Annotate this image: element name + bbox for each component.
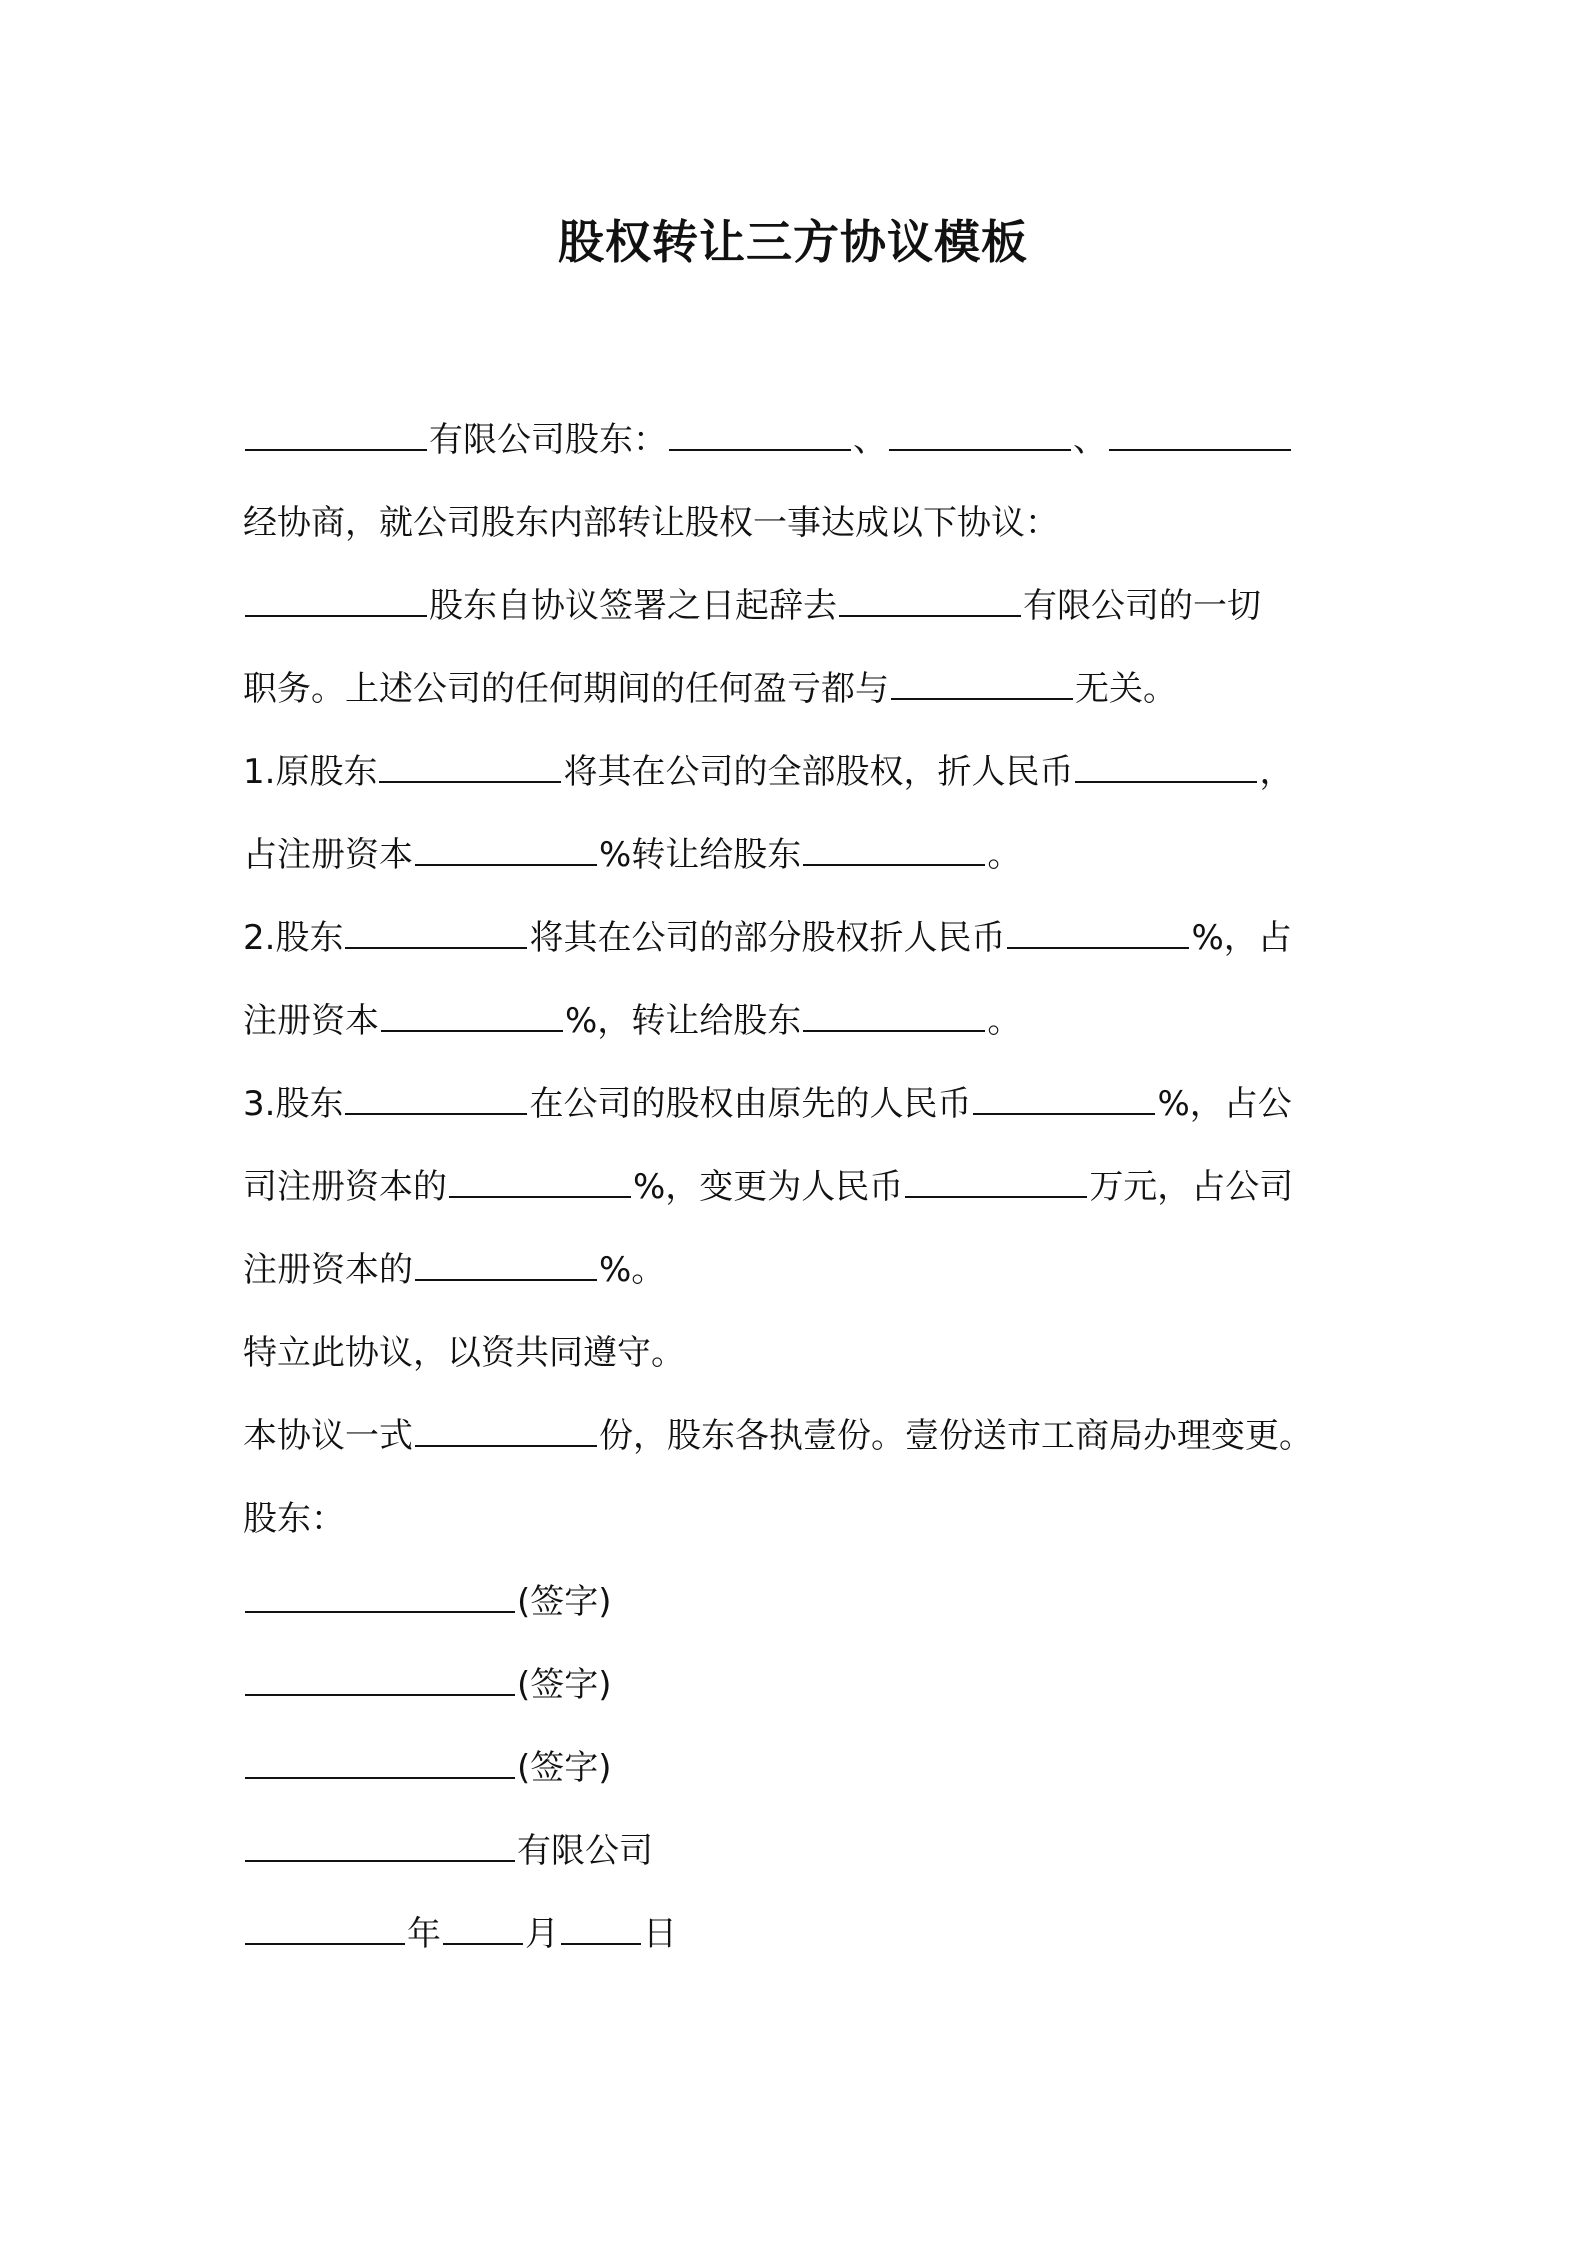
unrelated-party-blank[interactable] xyxy=(891,697,1073,700)
shareholder-blank-2[interactable] xyxy=(889,448,1071,451)
text-segment: %，转让给股东 xyxy=(565,1001,802,1041)
shareholder-blank-1[interactable] xyxy=(669,448,851,451)
resign-line xyxy=(243,578,1358,661)
text-segment: 经协商，就公司股东内部转让股权一事达成以下协议： xyxy=(243,503,1059,543)
transferee-blank[interactable] xyxy=(803,863,985,866)
percent-blank[interactable] xyxy=(381,1029,563,1032)
text-segment: %转让给股东 xyxy=(599,835,802,875)
date-line xyxy=(243,1906,1358,1989)
text-segment: 将其在公司的全部股权，折人民币 xyxy=(563,752,1074,792)
shareholders-heading xyxy=(243,1491,1358,1574)
text-segment: 在公司的股权由原先的人民币 xyxy=(529,1084,972,1124)
text-segment: 无关。 xyxy=(1075,669,1177,709)
parties-line xyxy=(243,412,1358,495)
text-segment: 、 xyxy=(853,420,887,460)
text-segment: 股东： xyxy=(243,1499,345,1539)
text-segment: 职务。上述公司的任何期间的任何盈亏都与 xyxy=(243,669,889,709)
text-segment: 司注册资本的 xyxy=(243,1167,447,1207)
text-segment: 2.股东 xyxy=(243,918,344,958)
percent-blank[interactable] xyxy=(415,1278,597,1281)
text-segment: %，变更为人民币 xyxy=(633,1167,904,1207)
text-segment: 有限公司股东： xyxy=(429,420,667,460)
shareholder-blank-3[interactable] xyxy=(1109,448,1291,451)
text-segment: 特立此协议，以资共同遵守。 xyxy=(243,1333,685,1373)
signature-line-2 xyxy=(243,1657,1358,1740)
text-segment: 日 xyxy=(643,1914,677,1954)
text-segment: 年 xyxy=(407,1914,441,1954)
clause-2-line-a xyxy=(243,910,1358,993)
text-segment: 注册资本 xyxy=(243,1001,379,1041)
clause-1-line-b xyxy=(243,827,1358,910)
copies-count-blank[interactable] xyxy=(415,1444,597,1447)
text-segment: 有限公司的一切 xyxy=(1023,586,1261,626)
text-segment: (签字) xyxy=(517,1582,612,1622)
text-segment: 万元，占公司 xyxy=(1089,1167,1294,1207)
document-title: 股权转让三方协议模板 xyxy=(558,215,1028,269)
text-segment: 月 xyxy=(525,1914,559,1954)
resigning-shareholder-blank[interactable] xyxy=(245,614,427,617)
text-segment: (签字) xyxy=(517,1748,612,1788)
percent-blank[interactable] xyxy=(415,863,597,866)
transferee-blank[interactable] xyxy=(803,1029,985,1032)
percent-blank[interactable] xyxy=(449,1195,631,1198)
text-segment: %，占公 xyxy=(1157,1084,1292,1124)
clause-3-line-a xyxy=(243,1076,1358,1159)
text-segment: 。 xyxy=(987,1001,1022,1041)
clause-1-line-a xyxy=(243,744,1358,827)
rmb-percent-blank[interactable] xyxy=(1007,946,1189,949)
text-segment: %，占 xyxy=(1191,918,1292,958)
copies-line xyxy=(243,1408,1358,1491)
company-name-blank[interactable] xyxy=(245,448,427,451)
text-segment: 股东自协议签署之日起辞去 xyxy=(429,586,837,626)
company-signature-line xyxy=(243,1823,1358,1906)
shareholder-blank[interactable] xyxy=(345,1112,527,1115)
text-segment: (签字) xyxy=(517,1665,612,1705)
rmb-amount-blank[interactable] xyxy=(1075,780,1257,783)
text-segment: 有限公司 xyxy=(517,1831,653,1871)
original-rmb-blank[interactable] xyxy=(973,1112,1155,1115)
text-segment: 将其在公司的部分股权折人民币 xyxy=(529,918,1006,958)
text-segment: 注册资本的 xyxy=(243,1250,413,1290)
text-segment: 1.原股东 xyxy=(243,752,378,792)
new-rmb-blank[interactable] xyxy=(905,1195,1087,1198)
shareholder-blank[interactable] xyxy=(345,946,527,949)
text-segment: %。 xyxy=(599,1250,666,1290)
month-blank[interactable] xyxy=(443,1942,523,1945)
signature-blank[interactable] xyxy=(245,1776,515,1779)
signature-line-3 xyxy=(243,1740,1358,1823)
clause-3-line-b xyxy=(243,1159,1358,1242)
text-segment: 。 xyxy=(987,835,1022,875)
signature-line-1 xyxy=(243,1574,1358,1657)
text-segment: 、 xyxy=(1073,420,1107,460)
text-segment: ， xyxy=(1259,752,1294,792)
clause-2-line-b xyxy=(243,993,1358,1076)
clause-3-line-c xyxy=(243,1242,1358,1325)
company-blank[interactable] xyxy=(839,614,1021,617)
signature-blank[interactable] xyxy=(245,1610,515,1613)
year-blank[interactable] xyxy=(245,1942,405,1945)
text-segment: 3.股东 xyxy=(243,1084,344,1124)
text-segment: 份，股东各执壹份。壹份送市工商局办理变更。 xyxy=(599,1416,1313,1456)
text-segment: 占注册资本 xyxy=(243,835,413,875)
original-shareholder-blank[interactable] xyxy=(379,780,561,783)
signature-blank[interactable] xyxy=(245,1693,515,1696)
company-name-blank[interactable] xyxy=(245,1859,515,1862)
day-blank[interactable] xyxy=(561,1942,641,1945)
text-segment: 本协议一式 xyxy=(243,1416,413,1456)
intro-line xyxy=(243,495,1358,578)
document-body xyxy=(243,412,1358,1989)
liability-line xyxy=(243,661,1358,744)
compliance-line xyxy=(243,1325,1358,1408)
